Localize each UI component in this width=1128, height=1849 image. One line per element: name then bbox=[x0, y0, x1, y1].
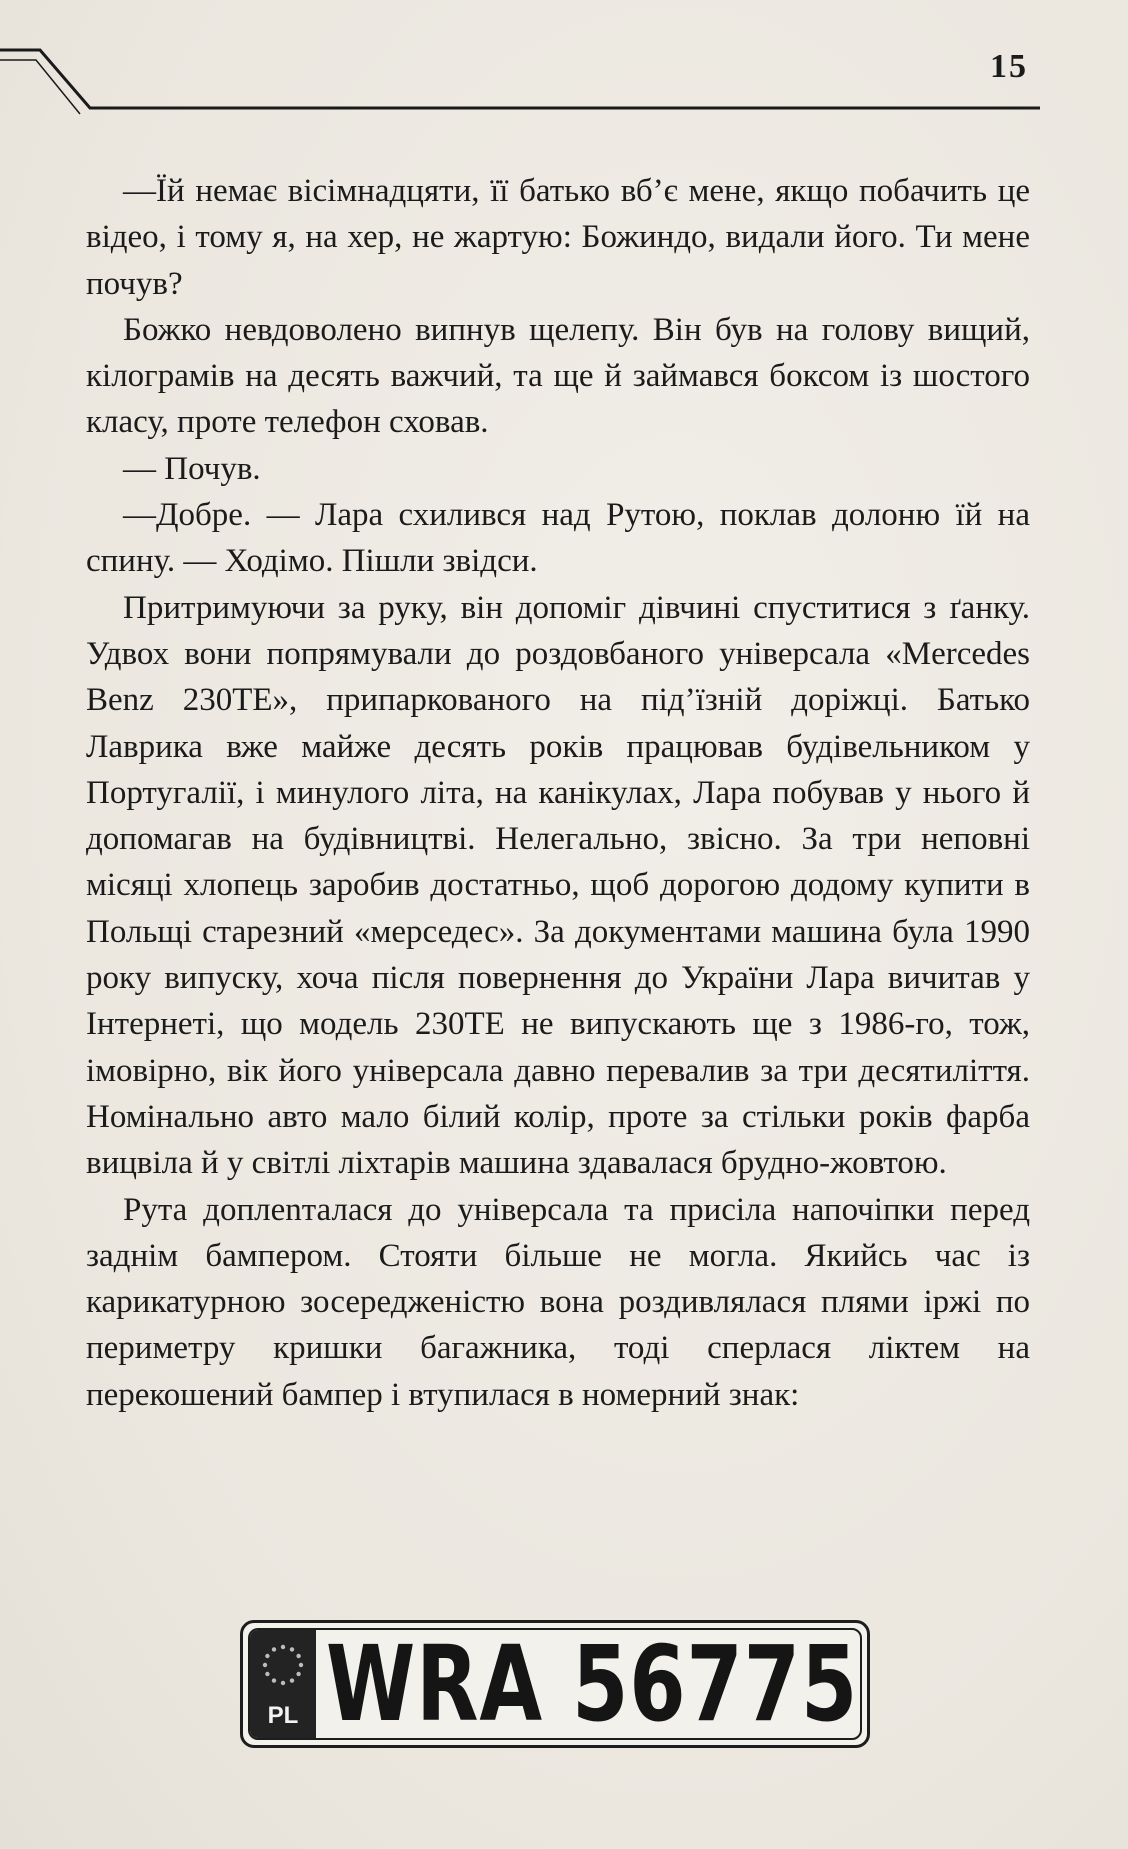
country-code: PL bbox=[267, 1702, 299, 1729]
paragraph: Божко невдоволено випнув щелепу. Він був на голову вищий, кілограмів на десять важчий, та ще й займався боксом із шостого класу, проте телефон сховав. bbox=[86, 311, 1030, 441]
header-rule-decoration bbox=[0, 0, 1128, 130]
paragraph: —Їй немає вісімнадцяти, її батько вб’є мене, якщо побачить це відео, і тому я, на хер, не жартую: Божиндо, видали його. Ти мене почув? bbox=[86, 173, 1030, 302]
eu-band bbox=[250, 1630, 316, 1738]
paragraph: — Почув. bbox=[123, 450, 261, 487]
page-number: 15 bbox=[990, 48, 1028, 85]
license-plate-inner bbox=[248, 1628, 862, 1740]
paragraph: —Добре. — Лара схилився над Рутою, поклав долоню їй на спину. — Ходімо. Пішли звідси. bbox=[86, 497, 1030, 580]
eu-stars-icon bbox=[258, 1640, 308, 1690]
paragraph: Притримуючи за руку, він допоміг дівчині спуститися з ґанку. Удвох вони попрямували до роздовбаного універсала «Mercedes Benz 230TE», припаркованого на під’їзній доріжці. Батько Лаврика вже майже десять років працював будівельником у Португалії, і минулого літа, на канікулах, Лара побував у нього й допомагав на будівництві. Нелегально, звісно. За три неповні місяці хлопець заробив достатньо, щоб дорогою додому купити в Польщі старезний «мерседес». За документами машина була 1990 року випуску, хоча після повернення до України Лара вичитав у Інтернеті, що модель 230TE не випускають ще з 1986-го, тож, імовірно, вік його універсала давно перевалив за три десятиліття. Номінально авто мало білий колір, проте за стільки років фарба вицвіла й у світлі ліхтарів машина здавалася брудно-жовтою. bbox=[86, 589, 1030, 1182]
body-text bbox=[86, 168, 1030, 1418]
plate-number: WRA 56775 bbox=[325, 1628, 859, 1740]
paragraph: Рута доплenталася до універсала та присіла напочіпки перед заднім бампером. Стояти більше не могла. Якийсь час із карикатурною зосередженістю вона роздивлялася плями іржі по периметру кришки багажника, тоді сперлася ліктем на перекошений бампер і втупилася в номерний знак: bbox=[86, 1191, 1030, 1413]
license-plate bbox=[240, 1620, 870, 1748]
